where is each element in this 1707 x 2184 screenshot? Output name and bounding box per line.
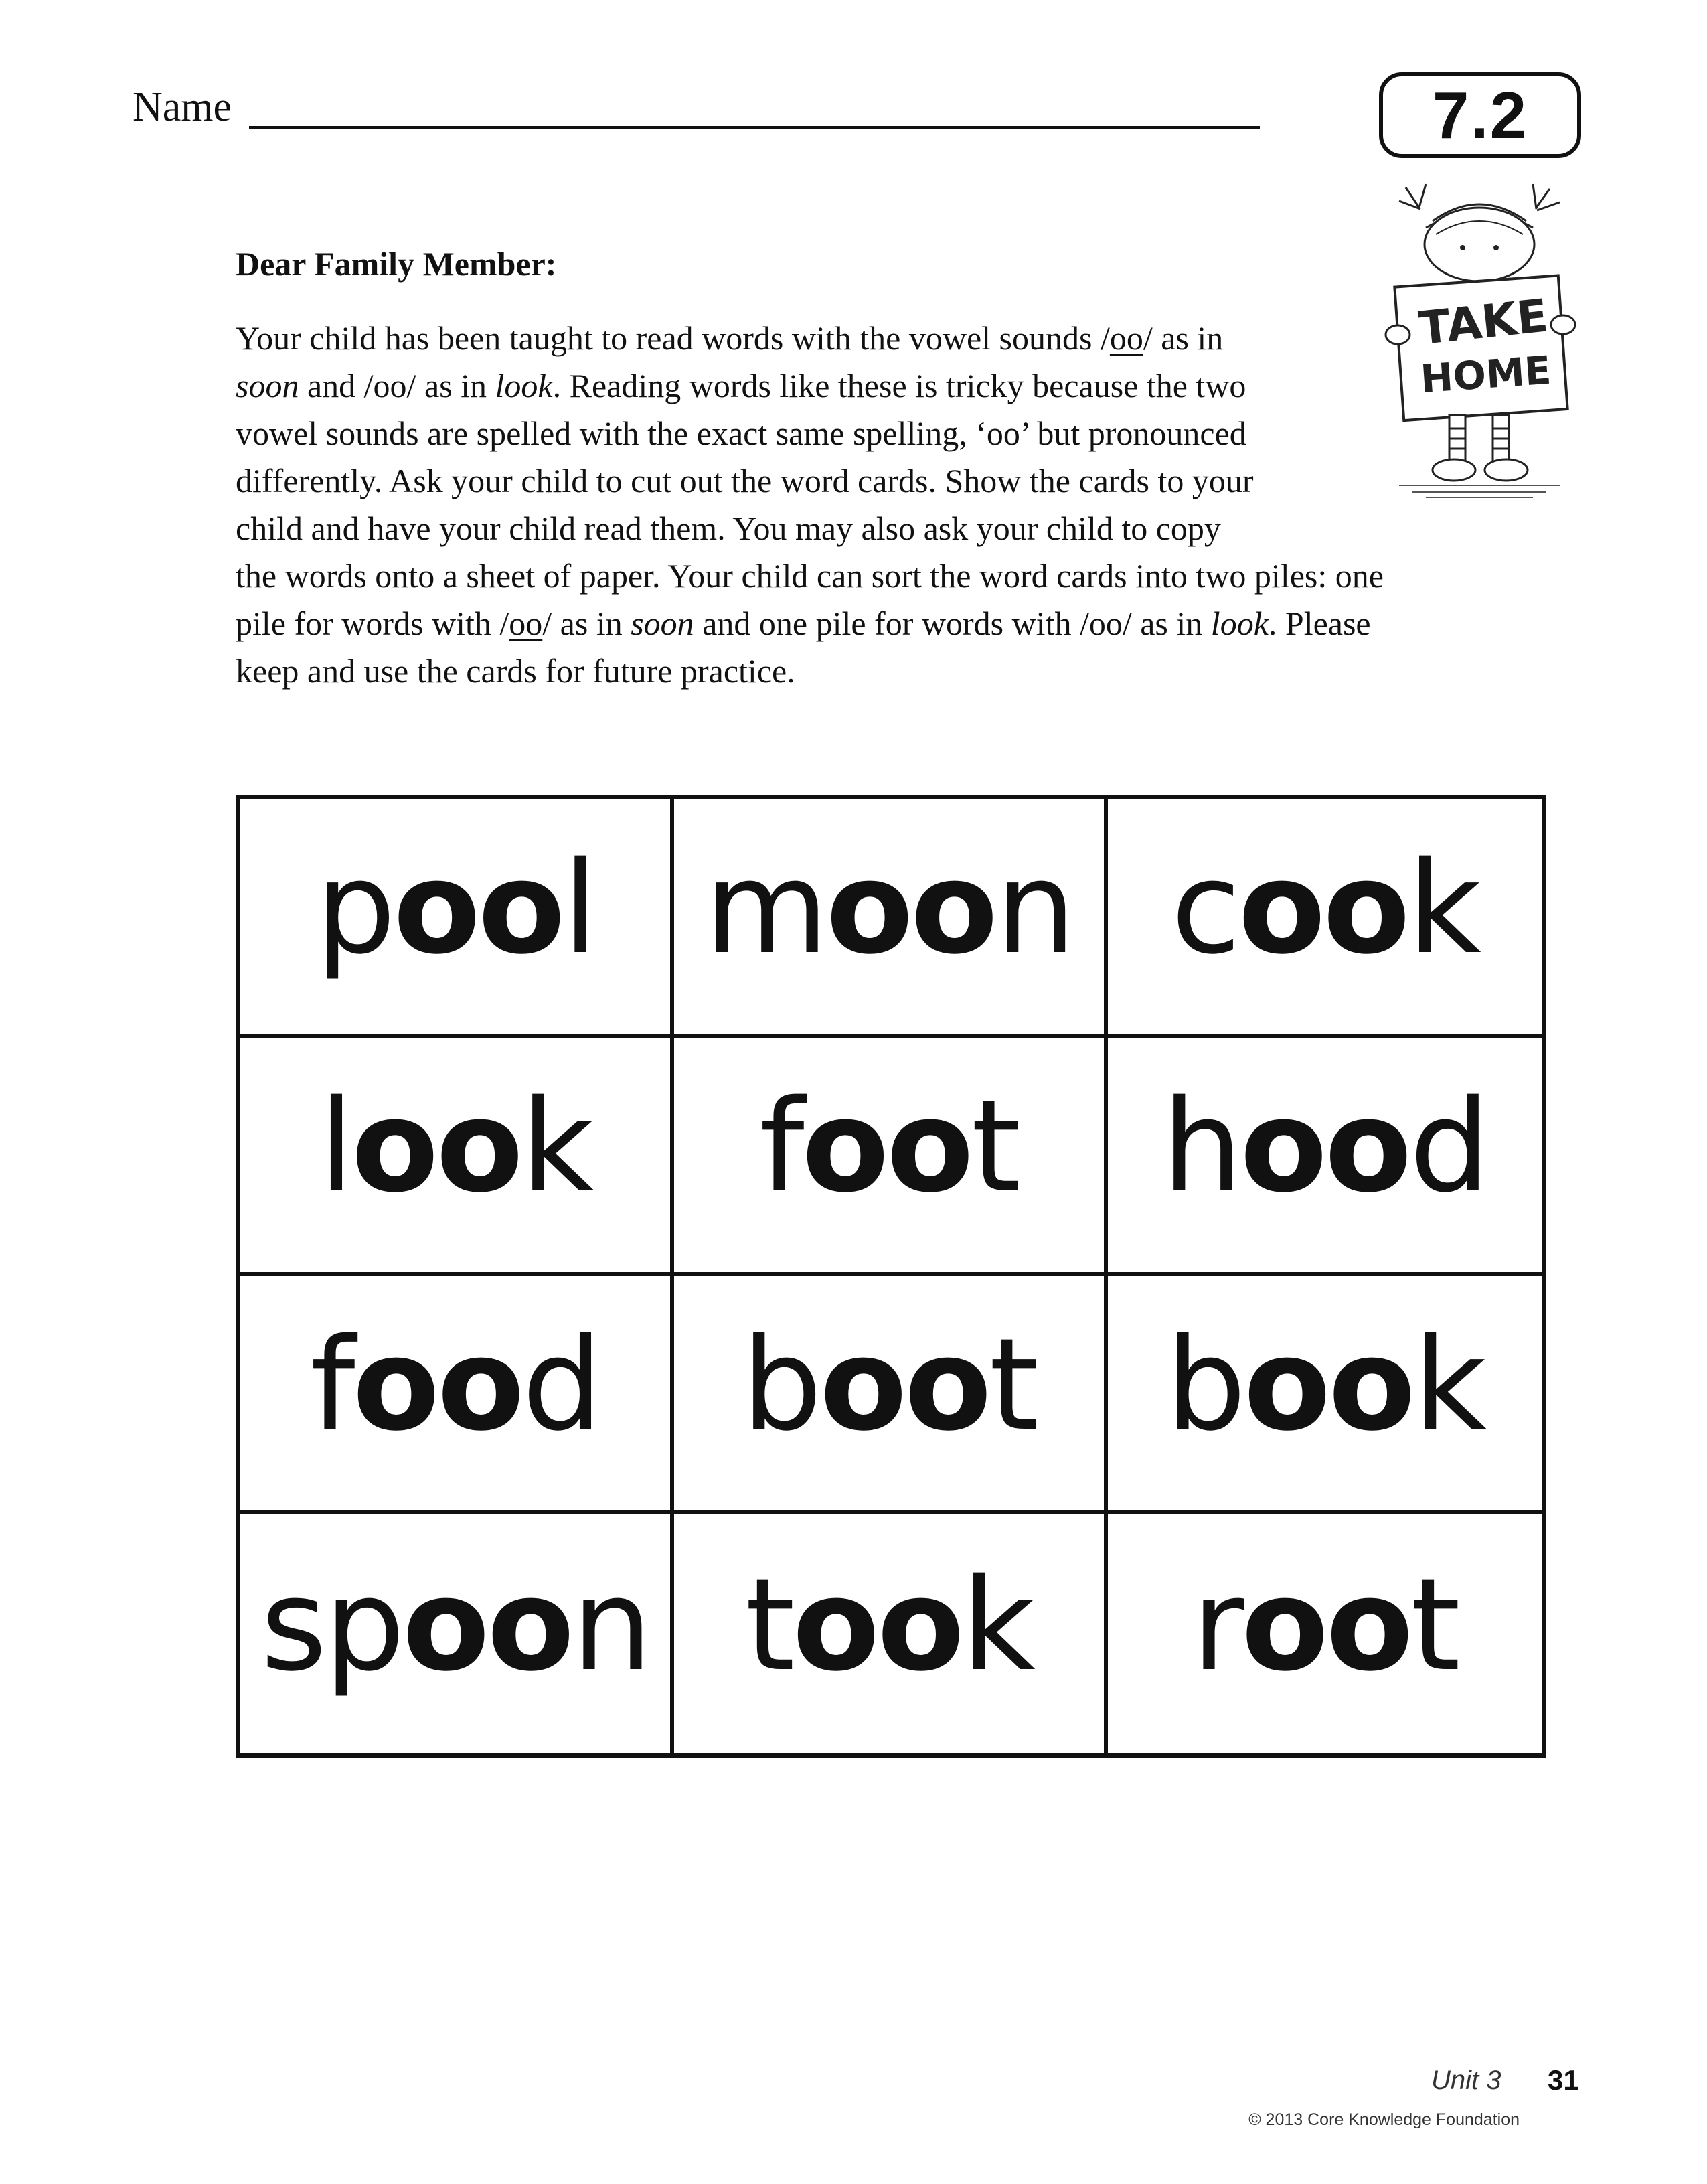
word-card[interactable]: p oo l — [240, 799, 674, 1038]
word-card[interactable]: sp oo n — [240, 1514, 674, 1753]
letter-greeting: Dear Family Member: — [236, 245, 557, 283]
worksheet-number-badge: 7.2 — [1379, 72, 1581, 158]
word-card[interactable]: r oo t — [1192, 1551, 1458, 1699]
word-card[interactable]: c oo k — [1108, 799, 1542, 1038]
word-card[interactable]: t oo k — [674, 1514, 1108, 1753]
word-card[interactable]: f oo t — [674, 1038, 1108, 1276]
letter-body: Your child has been taught to read words with the vowel sounds /oo/ as in soon and /oo/ as in look. Reading words like these is tricky because the two vowel sounds are spelled with the exact same spelling, ‘oo’ but pronounced differently. Ask your child to cut out the word cards. Show the cards to your child and have your child read them. You may also ask your child to copy the words onto a sheet of paper. Your child can sort the word cards into two piles: one pile for words with /oo/ as in soon and one pile for words with /oo/ as in look. Please keep and use the cards for future practice. — [236, 319, 1384, 690]
word-card[interactable]: m oo n — [674, 799, 1108, 1038]
word-card[interactable]: f oo d — [240, 1276, 674, 1514]
sign-line1: TAKE — [1416, 289, 1551, 356]
name-label: Name — [133, 84, 232, 130]
word-card[interactable]: b oo t — [674, 1276, 1108, 1514]
sign-line2: HOME — [1418, 347, 1553, 402]
word-card-grid — [236, 795, 1546, 1758]
name-line[interactable] — [249, 126, 1260, 129]
unit-label: Unit 3 — [1431, 2065, 1501, 2095]
copyright: © 2013 Core Knowledge Foundation — [1248, 2110, 1520, 2129]
word-card[interactable]: b oo k — [1108, 1276, 1542, 1514]
word-card[interactable]: l oo k — [240, 1038, 674, 1276]
page-number: 31 — [1548, 2064, 1579, 2096]
word-card[interactable]: h oo d — [1108, 1038, 1542, 1276]
